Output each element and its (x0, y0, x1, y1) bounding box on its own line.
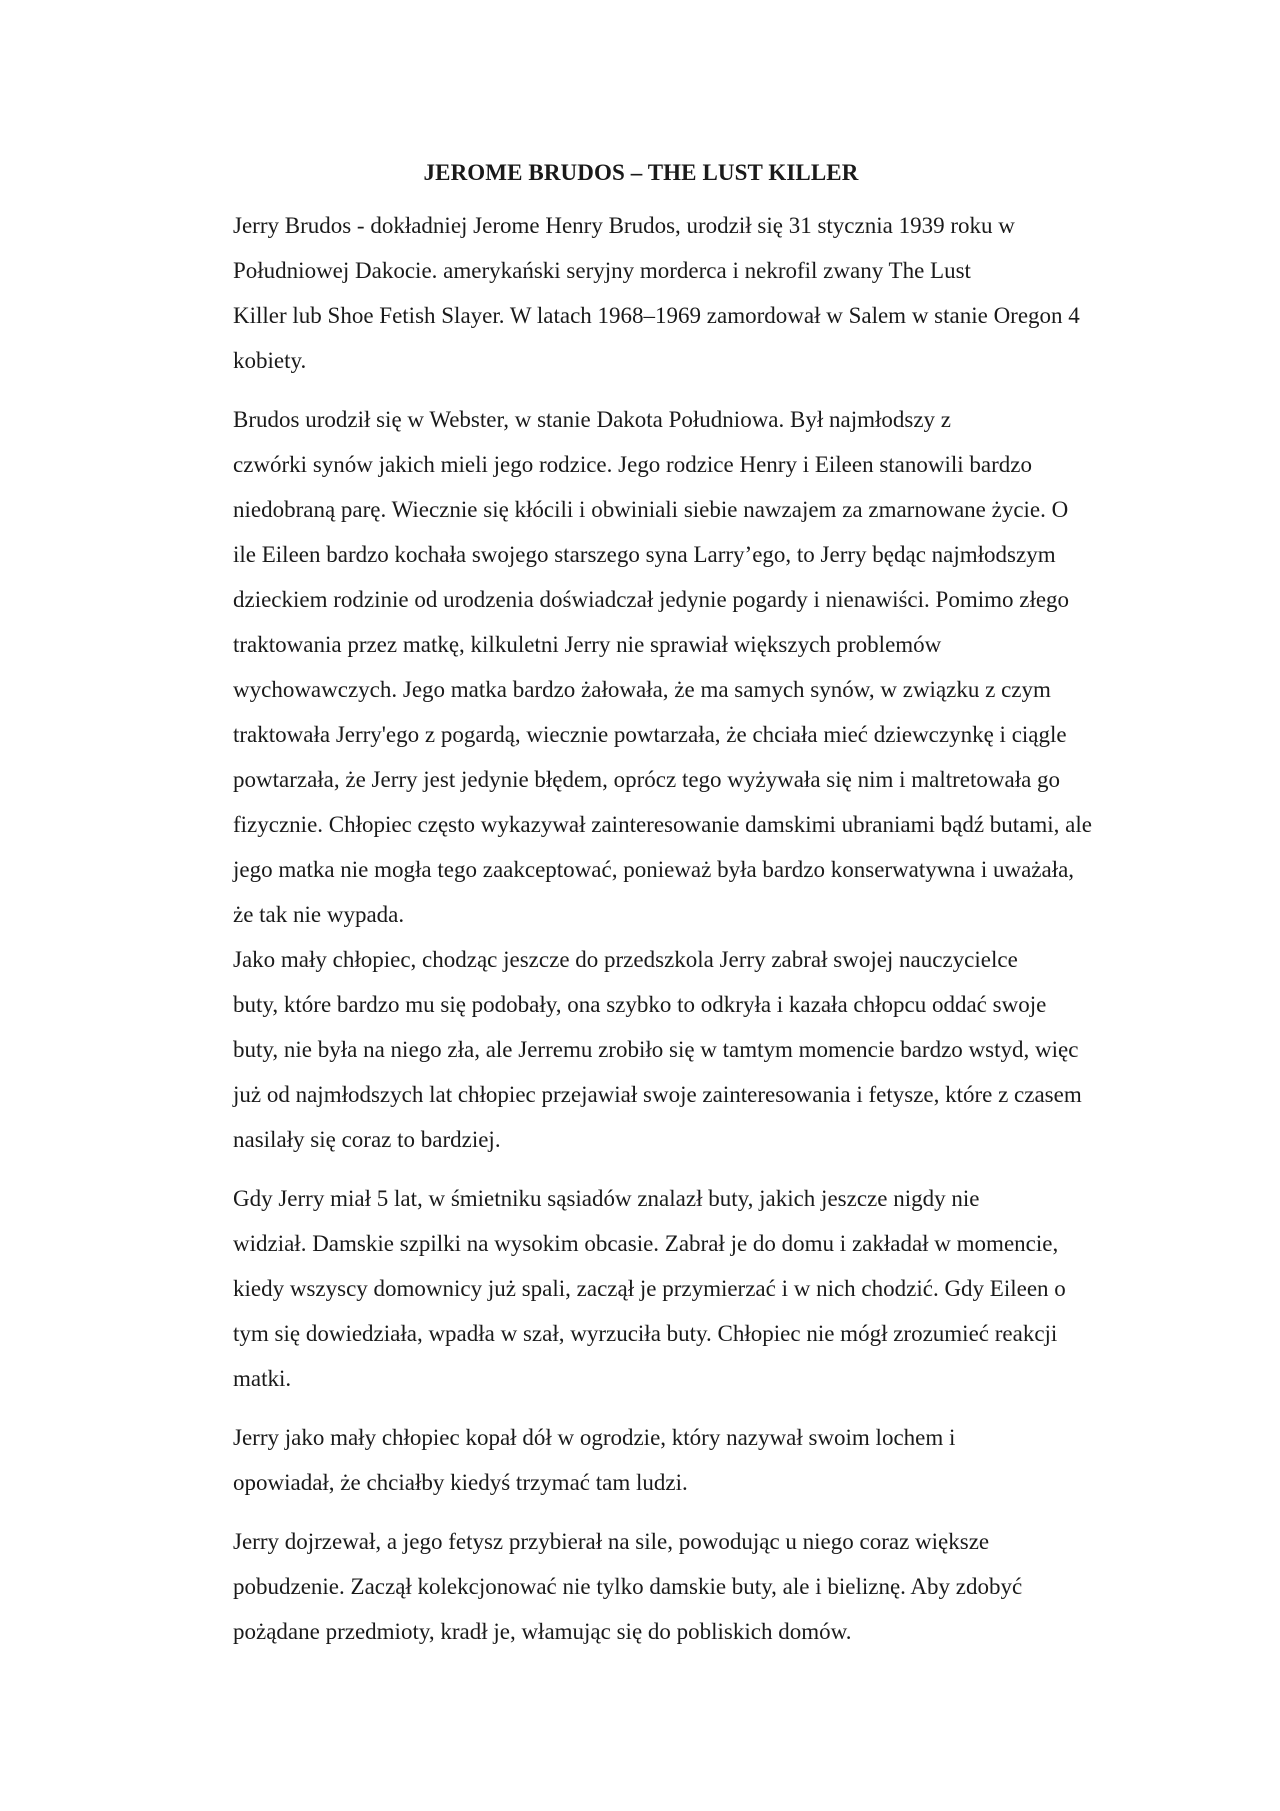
text-line: jego matka nie mogła tego zaakceptować, ponieważ była bardzo konserwatywna i uważała, (233, 857, 1075, 882)
text-line: dzieckiem rodzinie od urodzenia doświadczał jedynie pogardy i nienawiści. Pomimo złego (233, 587, 1070, 612)
text-line: buty, nie była na niego zła, ale Jerremu zrobiło się w tamtym momencie bardzo wstyd, więc (233, 1037, 1079, 1062)
text-line: opowiadał, że chciałby kiedyś trzymać tam ludzi. (233, 1470, 688, 1495)
text-line: że tak nie wypada. (233, 902, 405, 927)
paragraph-4 (156, 1176, 1126, 1401)
text-line: ile Eileen bardzo kochała swojego starszego syna Larry’ego, to Jerry będąc najmłodszym (233, 542, 1056, 567)
text-line: Jerry dojrzewał, a jego fetysz przybierał na sile, powodując u niego coraz większe (233, 1529, 990, 1554)
text-line: pobudzenie. Zaczął kolekcjonować nie tylko damskie buty, ale i bieliznę. Aby zdobyć (233, 1574, 1023, 1599)
document-body (156, 153, 1126, 1654)
text-line: matki. (233, 1366, 292, 1391)
text-line: tym się dowiedziała, wpadła w szał, wyrzuciła buty. Chłopiec nie mógł zrozumieć reakcji (233, 1321, 1058, 1346)
text-line: Jerry jako mały chłopiec kopał dół w ogrodzie, który nazywał swoim lochem i (233, 1425, 956, 1450)
text-line: Południowej Dakocie. amerykański seryjny morderca i nekrofil zwany The Lust (233, 258, 971, 283)
paragraph-6 (156, 1519, 1126, 1654)
text-line: traktowania przez matkę, kilkuletni Jerry nie sprawiał większych problemów (233, 632, 942, 657)
text-line: fizycznie. Chłopiec często wykazywał zainteresowanie damskimi ubraniami bądź butami, ale (233, 812, 1092, 837)
text-line: Gdy Jerry miał 5 lat, w śmietniku sąsiadów znalazł buty, jakich jeszcze nigdy nie (233, 1186, 980, 1211)
text-line: powtarzała, że Jerry jest jedynie błędem, oprócz tego wyżywała się nim i maltretowała go (233, 767, 1061, 792)
paragraph-1 (156, 203, 1126, 383)
document-title: JEROME BRUDOS – THE LUST KILLER (423, 160, 859, 185)
text-line: niedobraną parę. Wiecznie się kłócili i obwiniali siebie nawzajem za zmarnowane życie. O (233, 497, 1069, 522)
text-line: traktowała Jerry'ego z pogardą, wiecznie powtarzała, że chciała mieć dziewczynkę i ciągle (233, 722, 1067, 747)
paragraph-2 (156, 397, 1126, 937)
text-line: kobiety. (233, 348, 307, 373)
text-line: buty, które bardzo mu się podobały, ona szybko to odkryła i kazała chłopcu oddać swoje (233, 992, 1047, 1017)
text-line: pożądane przedmioty, kradł je, włamując się do pobliskich domów. (233, 1619, 852, 1644)
text-line: już od najmłodszych lat chłopiec przejawiał swoje zainteresowania i fetysze, które z czasem (233, 1082, 1082, 1107)
text-line: Jerry Brudos - dokładniej Jerome Henry Brudos, urodził się 31 stycznia 1939 roku w (233, 213, 1015, 238)
text-line: Jako mały chłopiec, chodząc jeszcze do przedszkola Jerry zabrał swojej nauczycielce (233, 947, 1018, 972)
text-line: Brudos urodził się w Webster, w stanie Dakota Południowa. Był najmłodszy z (233, 407, 951, 432)
text-line: nasilały się coraz to bardziej. (233, 1127, 501, 1152)
text-line: Killer lub Shoe Fetish Slayer. W latach 1968–1969 zamordował w Salem w stanie Oregon 4 (233, 303, 1080, 328)
text-line: kiedy wszyscy domownicy już spali, zaczął je przymierzać i w nich chodzić. Gdy Eileen o (233, 1276, 1066, 1301)
paragraph-5 (156, 1415, 1126, 1505)
text-line: czwórki synów jakich mieli jego rodzice. Jego rodzice Henry i Eileen stanowili bardzo (233, 452, 1032, 477)
text-line: wychowawczych. Jego matka bardzo żałowała, że ma samych synów, w związku z czym (233, 677, 1051, 702)
paragraph-3 (156, 937, 1126, 1162)
text-line: widział. Damskie szpilki na wysokim obcasie. Zabrał je do domu i zakładał w momencie, (233, 1231, 1059, 1256)
